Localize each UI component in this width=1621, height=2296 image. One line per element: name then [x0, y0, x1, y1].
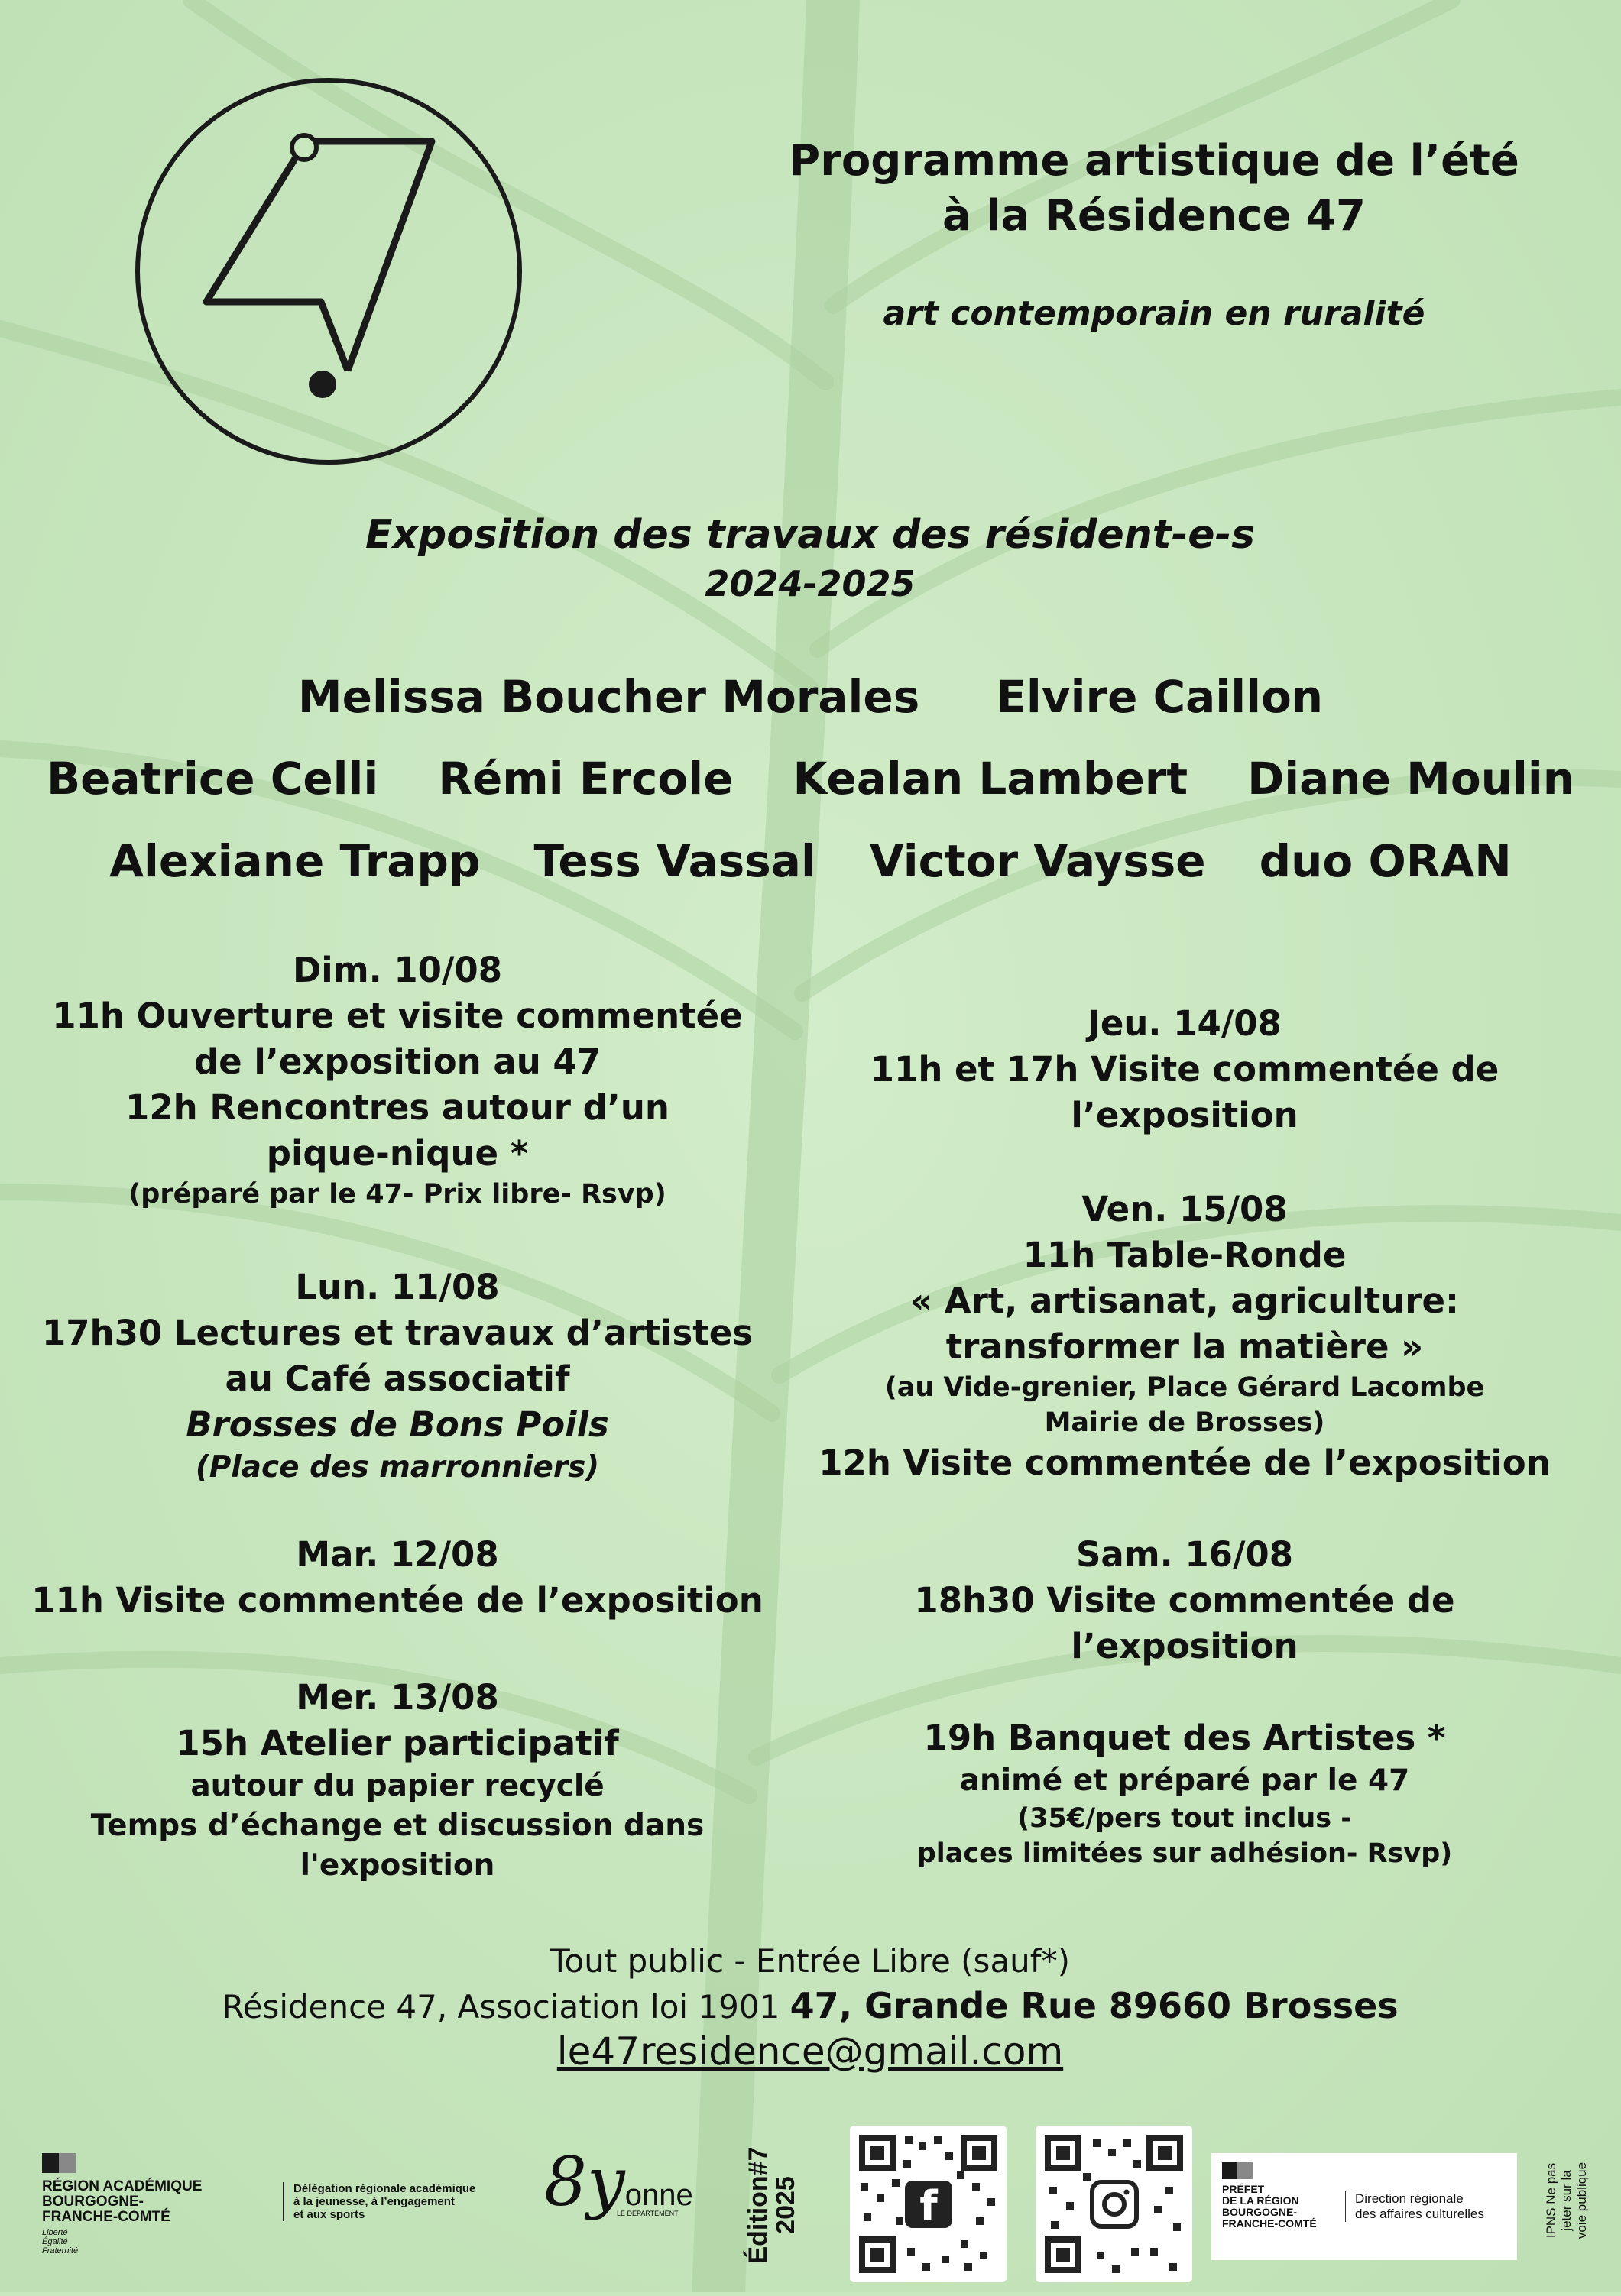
event-date: Dim. 10/08: [292, 950, 503, 990]
event-line: transformer la matière »: [945, 1326, 1424, 1367]
yonne-89-mark: 8y: [544, 2142, 625, 2221]
ipns-line: jeter sur la: [1559, 2170, 1574, 2231]
event-line: Temps d’échange et discussion dans: [90, 1809, 705, 1843]
event-line: autour du papier recyclé: [190, 1769, 605, 1803]
artist-name: Victor Vaysse: [869, 835, 1206, 887]
delegation-line: Délégation régionale académique: [293, 2182, 476, 2195]
ipns-line: IPNS Ne pas: [1544, 2162, 1558, 2239]
event-jeu-14-08: [818, 1001, 1551, 1138]
yonne-subtitle: LE DÉPARTEMENT: [617, 2210, 679, 2217]
prefet-line: BOURGOGNE-: [1222, 2206, 1297, 2218]
event-line: l’exposition: [1071, 1626, 1298, 1666]
exhibition-heading: [237, 510, 1383, 608]
yonne-logo: [544, 2142, 693, 2221]
region-line: FRANCHE-COMTÉ: [42, 2209, 170, 2225]
drac-text: [1345, 2191, 1484, 2222]
footer-info: [122, 1939, 1498, 2076]
association-text: Résidence 47, Association loi 1901: [222, 1988, 790, 2026]
event-line: 19h Banquet des Artistes *: [923, 1718, 1446, 1758]
ipns-line: voie publique: [1574, 2162, 1589, 2239]
exhibition-title: Exposition des travaux des résident-e-s: [365, 512, 1256, 558]
event-lun-11-08: [23, 1265, 772, 1488]
region-line: BOURGOGNE-: [42, 2194, 144, 2210]
event-note: places limitées sur adhésion- Rsvp): [916, 1838, 1453, 1869]
event-line: 11h Ouverture et visite commentée: [52, 996, 743, 1036]
region-academique-logo: [42, 2153, 256, 2256]
residence-47-logo: [130, 73, 527, 470]
event-line: 17h30 Lectures et travaux d’artistes: [41, 1313, 754, 1353]
event-date: Mar. 12/08: [296, 1534, 499, 1575]
region-name: [42, 2179, 256, 2225]
event-line: 12h Rencontres autour d’un: [125, 1087, 669, 1128]
event-date: Jeu. 14/08: [1088, 1003, 1282, 1044]
event-note: (au Vide-grenier, Place Gérard Lacombe: [884, 1372, 1485, 1403]
artist-name: Kealan Lambert: [793, 753, 1188, 805]
event-mar-12-08: [23, 1532, 772, 1624]
event-note: (35€/pers tout inclus -: [1017, 1803, 1352, 1834]
ipns-notice: [1525, 2105, 1609, 2288]
prefet-drac-logo: [1211, 2153, 1517, 2260]
event-date: Lun. 11/08: [295, 1267, 500, 1307]
event-dim-10-08: [23, 947, 772, 1212]
event-line: Brosses de Bons Poils: [186, 1404, 609, 1445]
address: [122, 1983, 1498, 2029]
artist-name: Alexiane Trapp: [109, 835, 481, 887]
artist-name: Melissa Boucher Morales: [297, 671, 920, 723]
event-ven-15-08: [818, 1187, 1551, 1486]
event-line: animé et préparé par le 47: [959, 1763, 1410, 1798]
event-date: Mer. 13/08: [296, 1677, 499, 1718]
event-line: 11h Table-Ronde: [1023, 1235, 1347, 1275]
email-link[interactable]: le47residence@gmail.com: [556, 2029, 1064, 2074]
edition-year: 2025: [771, 2176, 800, 2234]
title-line-1: Programme artistique de l’été: [789, 136, 1519, 186]
marianne-icon: [1222, 2162, 1253, 2179]
event-sam-16-08: [818, 1532, 1551, 1871]
event-line: l’exposition: [1071, 1095, 1298, 1135]
prefet-name: [1222, 2184, 1317, 2230]
artist-name: duo ORAN: [1259, 835, 1512, 887]
drac-line: Direction régionale: [1355, 2191, 1464, 2206]
event-note: (Place des marronniers): [195, 1450, 600, 1485]
artist-name: Tess Vassal: [533, 835, 816, 887]
event-line: pique-nique *: [266, 1133, 529, 1174]
street-address: 47, Grande Rue 89660 Brosses: [789, 1985, 1399, 2026]
drac-line: des affaires culturelles: [1355, 2207, 1484, 2221]
exhibition-years: 2024-2025: [705, 563, 916, 604]
event-line: « Art, artisanat, agriculture:: [910, 1281, 1459, 1321]
edition-label: [738, 2124, 806, 2277]
prefet-line: DE LA RÉGION: [1222, 2194, 1299, 2207]
prefet-line: FRANCHE-COMTÉ: [1222, 2217, 1317, 2230]
facebook-icon: f: [919, 2182, 938, 2230]
artists-row-3: [0, 835, 1621, 887]
yonne-text: onne: [624, 2178, 693, 2212]
event-line: au Café associatif: [225, 1358, 570, 1399]
region-motto: Liberté Égalité Fraternité: [42, 2228, 79, 2256]
facebook-qr-code[interactable]: [850, 2126, 1007, 2282]
event-note: (préparé par le 47- Prix libre- Rsvp): [128, 1179, 666, 1210]
event-line: 12h Visite commentée de l’exposition: [819, 1443, 1551, 1483]
delegation-line: à la jeunesse, à l’engagement: [293, 2195, 455, 2208]
prefet-line: PRÉFET: [1222, 2183, 1265, 2195]
artist-name: Diane Moulin: [1247, 753, 1575, 805]
title-line-2: à la Résidence 47: [942, 191, 1366, 241]
event-date: Sam. 16/08: [1075, 1534, 1294, 1575]
access-info: Tout public - Entrée Libre (sauf*): [550, 1942, 1070, 1980]
edition-number: Édition#7: [744, 2146, 773, 2264]
artist-name: Elvire Caillon: [996, 671, 1324, 723]
region-line: RÉGION ACADÉMIQUE: [42, 2178, 203, 2194]
event-date: Ven. 15/08: [1081, 1189, 1288, 1229]
marianne-icon: [42, 2153, 76, 2173]
page-title: [734, 134, 1574, 244]
event-line: l'exposition: [300, 1848, 495, 1883]
event-line: 15h Atelier participatif: [176, 1723, 619, 1763]
event-line: de l’exposition au 47: [193, 1041, 601, 1082]
artists-row-1: [0, 671, 1621, 723]
instagram-qr-code[interactable]: [1036, 2126, 1192, 2282]
artists-row-2: [0, 753, 1621, 805]
artist-name: Rémi Ercole: [438, 753, 734, 805]
event-note: Mairie de Brosses): [1044, 1407, 1325, 1438]
delegation-line: et aux sports: [293, 2208, 365, 2221]
event-line: 18h30 Visite commentée de: [914, 1580, 1455, 1621]
subtitle: art contemporain en ruralité: [883, 294, 1425, 333]
artist-name: Beatrice Celli: [46, 753, 379, 805]
event-mer-13-08: [23, 1675, 772, 1886]
event-line: 11h et 17h Visite commentée de: [870, 1049, 1499, 1090]
event-line: 11h Visite commentée de l’exposition: [31, 1580, 763, 1621]
delegation-text: [283, 2182, 475, 2221]
